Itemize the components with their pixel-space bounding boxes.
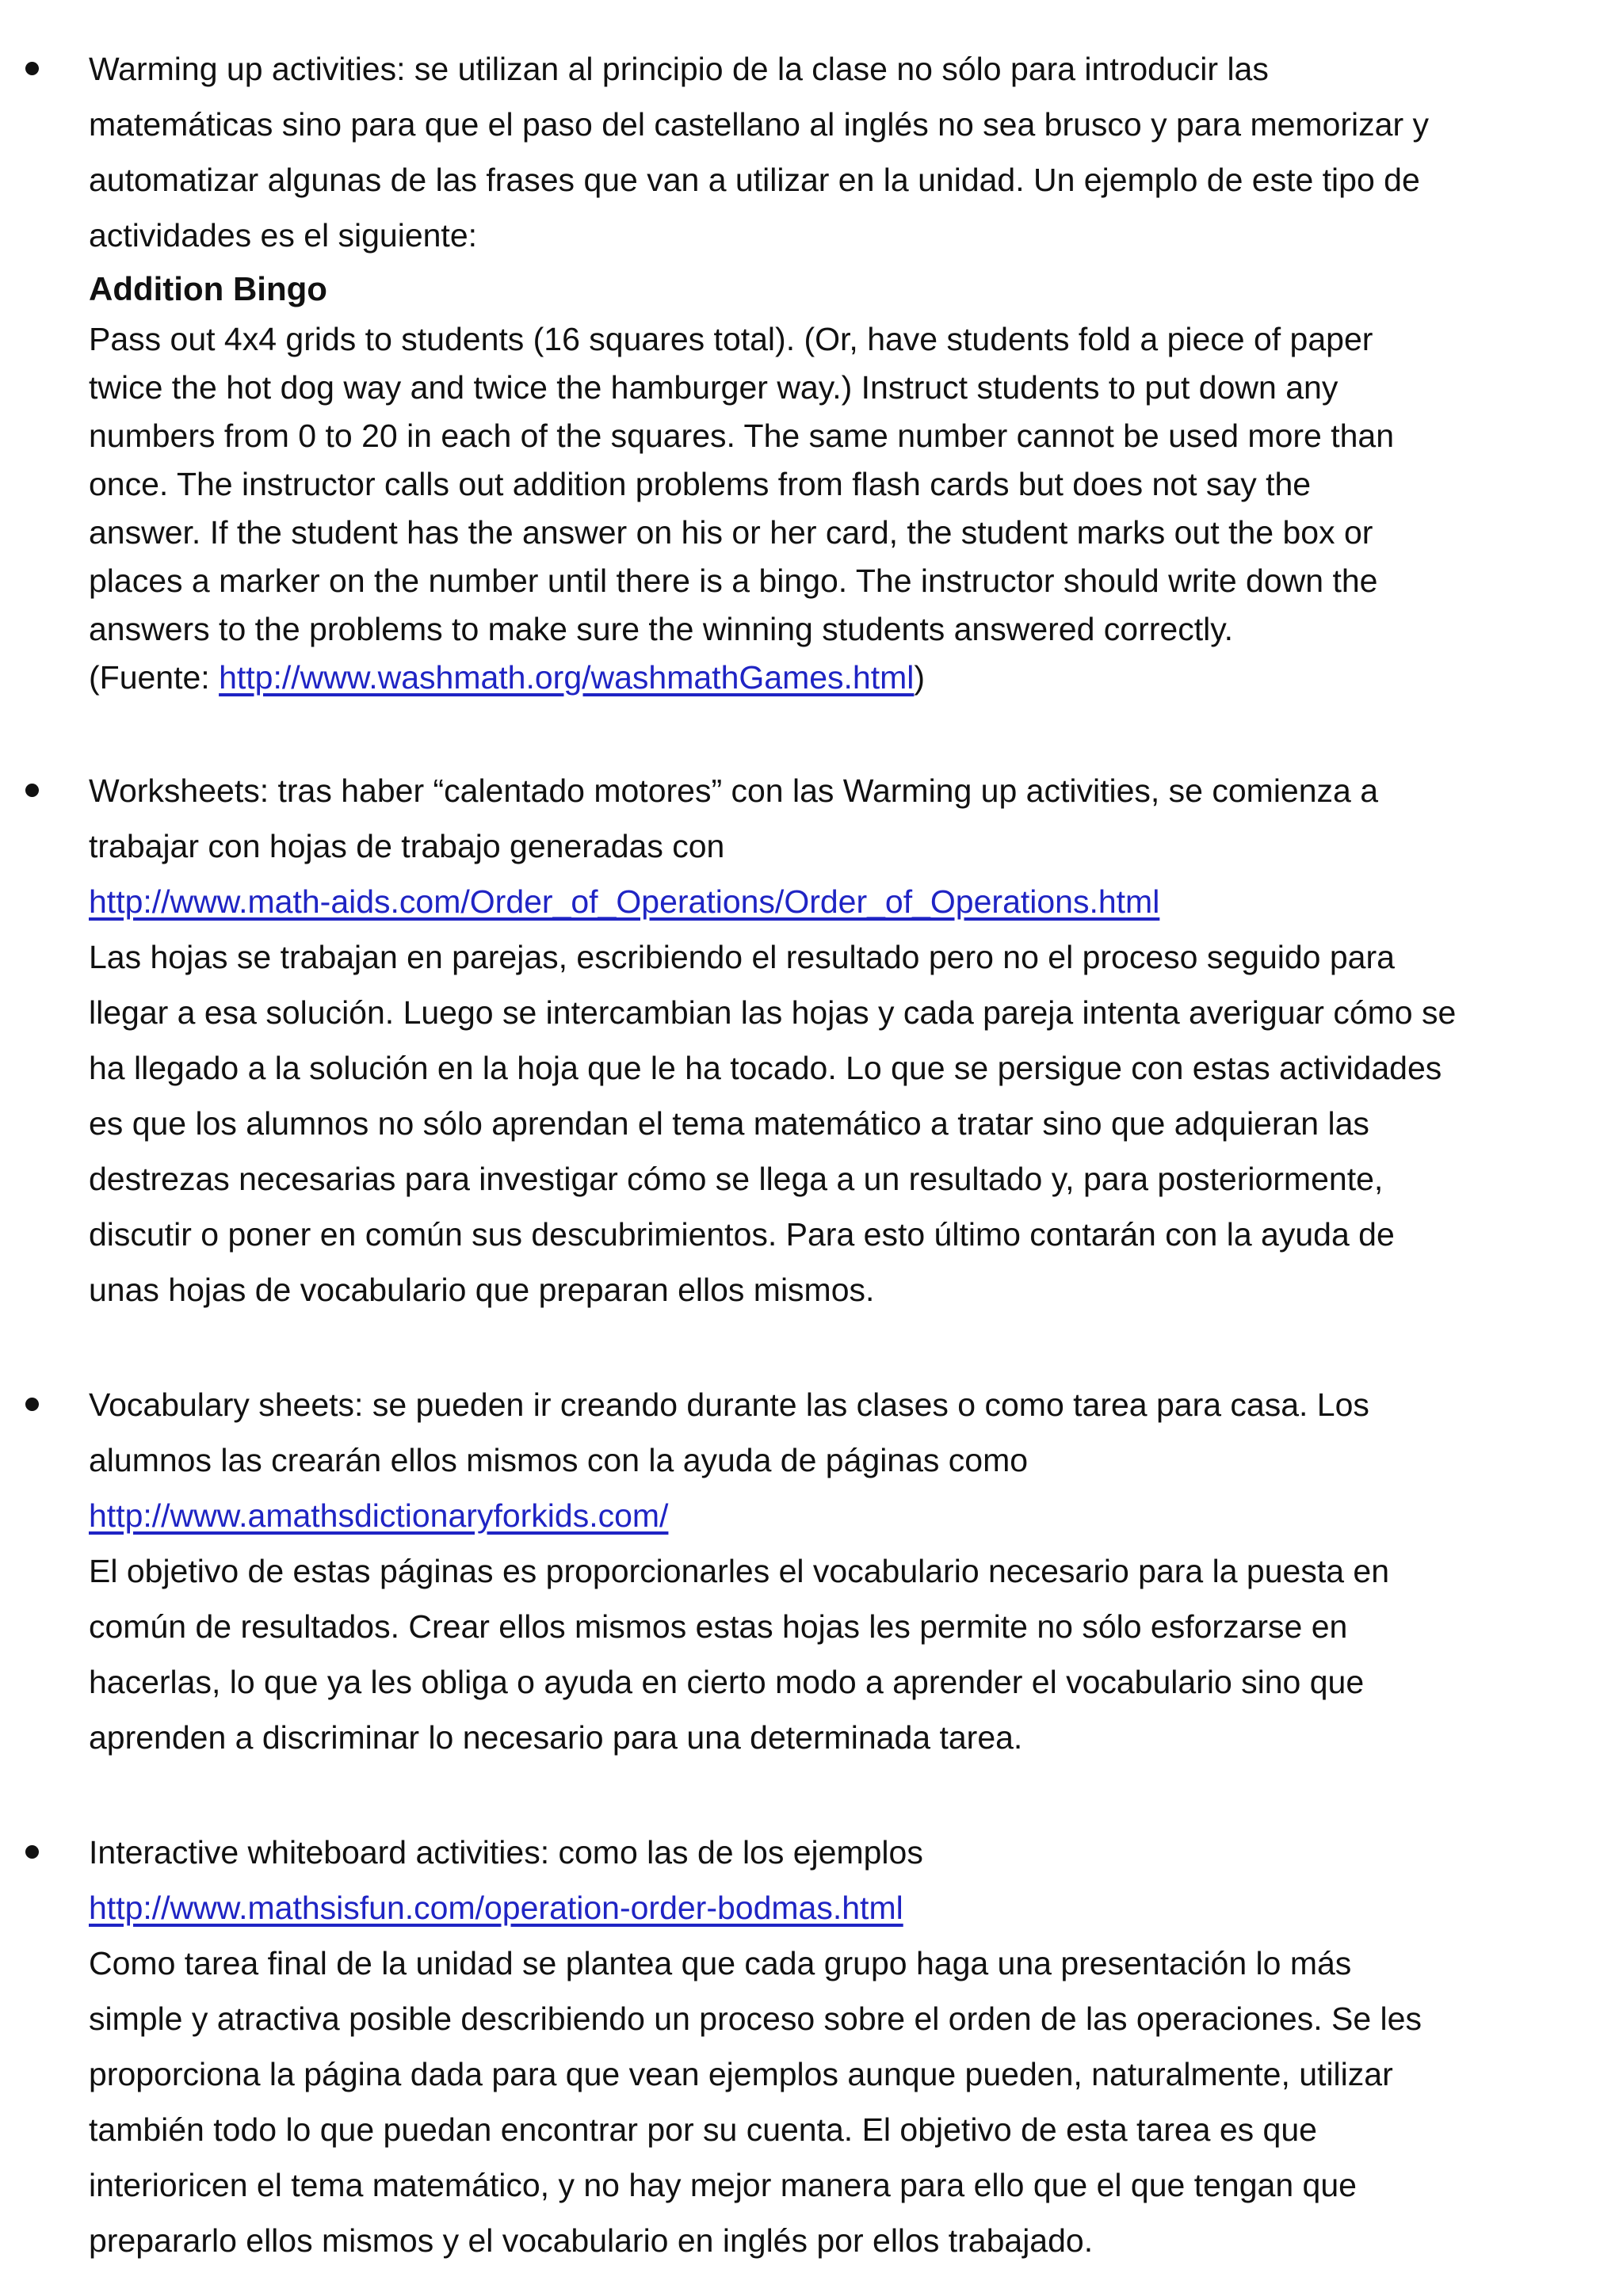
mathsisfun-link[interactable]: http://www.mathsisfun.com/operation-order-bodmas.html: [89, 1890, 903, 1926]
source-line: [89, 654, 1594, 702]
link-line: [89, 1880, 1594, 1936]
text-line: discutir o poner en común sus descubrimientos. Para esto último contarán con la ayuda de: [89, 1216, 1395, 1253]
bullet-dot: [25, 1398, 39, 1411]
bullet-item-interactive-whiteboard: [89, 1825, 1594, 2268]
text-line: ha llegado a la solución en la hoja que le ha tocado. Lo que se persigue con estas actividades: [89, 1050, 1442, 1086]
text-line: Vocabulary sheets: se pueden ir creando durante las clases o como tarea para casa. Los: [89, 1386, 1369, 1423]
text-line: answer. If the student has the answer on his or her card, the student marks out the box or: [89, 514, 1373, 551]
text-line: común de resultados. Crear ellos mismos estas hojas les permite no sólo esforzarse en: [89, 1608, 1348, 1645]
math-aids-link[interactable]: http://www.math-aids.com/Order_of_Operations/Order_of_Operations.html: [89, 883, 1160, 920]
text-line: también todo lo que puedan encontrar por su cuenta. El objetivo de esta tarea es que: [89, 2111, 1317, 2148]
text-line: automatizar algunas de las frases que van a utilizar en la unidad. Un ejemplo de este tipo de: [89, 162, 1420, 198]
text-line: alumnos las crearán ellos mismos con la ayuda de páginas como: [89, 1442, 1029, 1478]
text-line: unas hojas de vocabulario que preparan ellos mismos.: [89, 1272, 875, 1308]
source-prefix: (Fuente:: [89, 659, 220, 696]
text-line: actividades es el siguiente:: [89, 217, 478, 254]
text-line: once. The instructor calls out addition problems from flash cards but does not say the: [89, 466, 1312, 502]
text-line: places a marker on the number until there is a bingo. The instructor should write down the: [89, 563, 1378, 599]
text-line: Pass out 4x4 grids to students (16 squares total). (Or, have students fold a piece of paper: [89, 321, 1373, 357]
text-line: matemáticas sino para que el paso del castellano al inglés no sea brusco y para memorizar y: [89, 106, 1429, 143]
bullet-item-vocabulary-sheets: [89, 1377, 1594, 1765]
text-line: twice the hot dog way and twice the hamburger way.) Instruct students to put down any: [89, 369, 1338, 406]
text-line: El objetivo de estas páginas es proporcionarles el vocabulario necesario para la puesta en: [89, 1553, 1390, 1589]
link-line: [89, 874, 1594, 929]
text-line: prepararlo ellos mismos y el vocabulario en inglés por ellos trabajado.: [89, 2222, 1094, 2259]
source-suffix: ): [914, 659, 926, 696]
washmath-link[interactable]: http://www.washmath.org/washmathGames.html: [219, 659, 915, 696]
text-line: Como tarea final de la unidad se plantea que cada grupo haga una presentación lo más: [89, 1945, 1352, 1981]
link-line: [89, 1488, 1594, 1543]
text-line: proporciona la página dada para que vean ejemplos aunque pueden, naturalmente, utilizar: [89, 2056, 1393, 2092]
text-line: trabajar con hojas de trabajo generadas con: [89, 828, 725, 864]
bullet-dot: [25, 1845, 39, 1859]
vocabulary-sheets-text: [89, 1377, 1594, 1765]
text-line: Las hojas se trabajan en parejas, escribiendo el resultado pero no el proceso seguido para: [89, 939, 1395, 975]
example-title: Addition Bingo: [89, 270, 327, 307]
text-line: es que los alumnos no sólo aprendan el tema matemático a tratar sino que adquieran las: [89, 1105, 1369, 1142]
text-line: Interactive whiteboard activities: como las de los ejemplos: [89, 1834, 923, 1871]
bullet-dot: [25, 784, 39, 797]
text-line: hacerlas, lo que ya les obliga o ayuda en cierto modo a aprender el vocabulario sino que: [89, 1664, 1365, 1700]
text-line: destrezas necesarias para investigar cómo se llega a un resultado y, para posteriormente,: [89, 1161, 1384, 1197]
text-line: llegar a esa solución. Luego se intercambian las hojas y cada pareja intenta averiguar cómo se: [89, 994, 1457, 1031]
warming-up-intro: [89, 41, 1594, 263]
text-line: aprenden a discriminar lo necesario para una determinada tarea.: [89, 1719, 1023, 1756]
addition-bingo-instructions: [89, 315, 1594, 702]
bullet-dot: [25, 62, 39, 75]
interactive-whiteboard-text: [89, 1825, 1594, 2268]
text-line: Worksheets: tras haber “calentado motores” con las Warming up activities, se comienza a: [89, 772, 1379, 809]
bullet-item-warming-up: [89, 41, 1594, 702]
text-line: simple y atractiva posible describiendo un proceso sobre el orden de las operaciones. Se les: [89, 2000, 1422, 2037]
bullet-item-worksheets: [89, 763, 1594, 1318]
maths-dictionary-link[interactable]: http://www.amathsdictionaryforkids.com/: [89, 1497, 669, 1534]
text-line: answers to the problems to make sure the winning students answered correctly.: [89, 611, 1234, 647]
text-line: interioricen el tema matemático, y no hay mejor manera para ello que el que tengan que: [89, 2167, 1357, 2203]
text-line: numbers from 0 to 20 in each of the squares. The same number cannot be used more than: [89, 418, 1395, 454]
text-line: Warming up activities: se utilizan al principio de la clase no sólo para introducir las: [89, 51, 1269, 87]
worksheets-text: [89, 763, 1594, 1318]
